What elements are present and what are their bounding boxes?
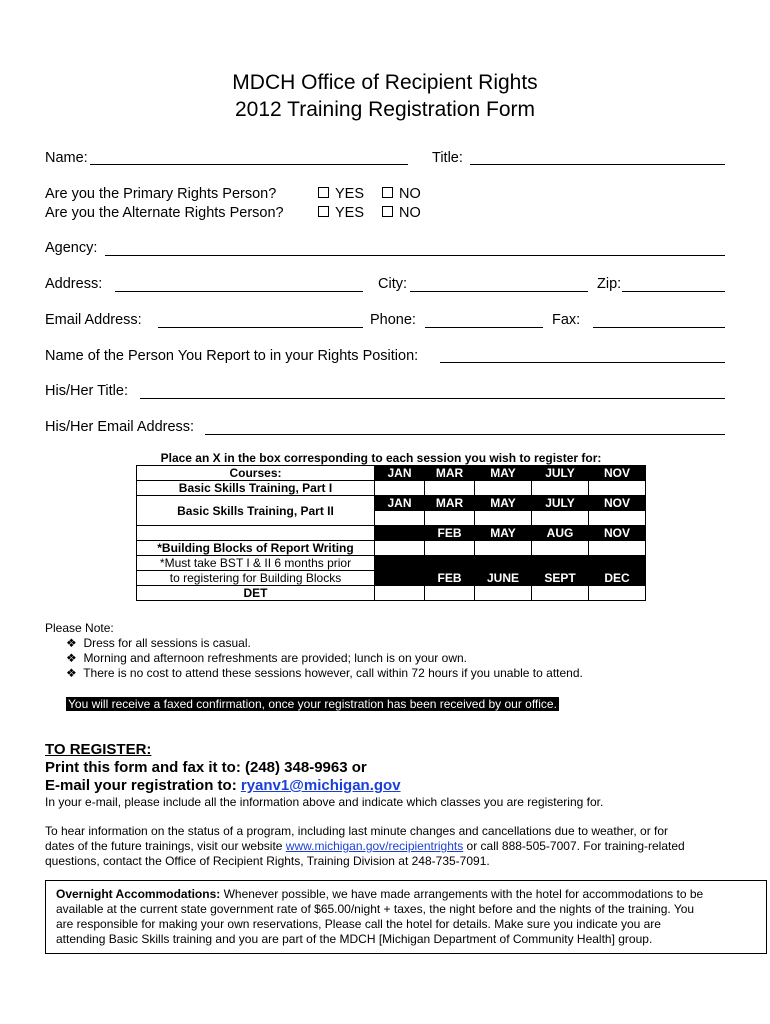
address-label: Address: <box>45 276 103 292</box>
month-cell[interactable]: JAN <box>375 466 425 481</box>
table-row <box>137 541 646 556</box>
fax-label: Fax: <box>552 312 581 328</box>
session-table <box>136 465 646 601</box>
session-box[interactable] <box>425 541 475 556</box>
alternate-no-option[interactable] <box>382 205 421 221</box>
month-cell[interactable]: MAY <box>475 496 532 511</box>
email-link[interactable]: ryanv1@michigan.gov <box>240 777 401 794</box>
session-box[interactable] <box>425 586 475 601</box>
month-cell[interactable]: JULY <box>532 466 589 481</box>
session-box[interactable] <box>532 541 589 556</box>
phone-field[interactable] <box>425 327 543 328</box>
session-box[interactable] <box>375 541 425 556</box>
overnight-line-3: are responsible for making your own reservations, Please call the hotel for details. Make sure you indicate you are <box>56 917 661 931</box>
agency-field[interactable] <box>105 255 725 256</box>
session-box[interactable] <box>475 586 532 601</box>
month-cell[interactable]: JUNE <box>475 571 532 586</box>
courses-header: Courses: <box>137 466 375 481</box>
session-box[interactable] <box>589 511 646 526</box>
register-heading: TO REGISTER: <box>45 741 152 758</box>
city-label: City: <box>378 276 407 292</box>
zip-field[interactable] <box>622 291 725 292</box>
note-text: There is no cost to attend these sessions however, call within 72 hours if you unable to attend. <box>83 666 583 680</box>
empty-dark-cell <box>375 556 425 571</box>
overnight-label: Overnight Accommodations: <box>56 887 221 901</box>
primary-yes-option[interactable] <box>318 186 364 202</box>
info-suffix: or call 888-505-7007. For training-related <box>463 839 685 853</box>
name-field[interactable] <box>90 164 408 165</box>
month-cell[interactable]: FEB <box>425 526 475 541</box>
table-row <box>137 526 646 541</box>
course-basic-2: Basic Skills Training, Part II <box>137 496 375 526</box>
month-cell[interactable]: FEB <box>425 571 475 586</box>
overnight-line-4: attending Basic Skills training and you are part of the MDCH [Michigan Department of Community Health] group. <box>56 932 653 946</box>
table-row <box>137 556 646 571</box>
name-label: Name: <box>45 150 88 166</box>
yes-label: YES <box>335 186 365 202</box>
session-box[interactable] <box>532 511 589 526</box>
email-detail: In your e-mail, please include all the information above and indicate which classes you are registering for. <box>45 795 604 809</box>
report-to-label: Name of the Person You Report to in your Rights Position: <box>45 348 419 364</box>
session-box[interactable] <box>375 511 425 526</box>
email-field[interactable] <box>158 327 363 328</box>
website-link[interactable]: www.michigan.gov/recipientrights <box>285 839 464 853</box>
form-subtitle: 2012 Training Registration Form <box>235 98 535 121</box>
checkbox-icon[interactable] <box>382 187 393 198</box>
banner-text: You will receive a faxed confirmation, once your registration has been received by our office. <box>68 697 557 711</box>
his-email-field[interactable] <box>205 434 725 435</box>
prerequisite-note-2: to registering for Building Blocks <box>137 571 375 586</box>
session-box[interactable] <box>589 541 646 556</box>
empty-dark-cell <box>375 526 425 541</box>
fax-field[interactable] <box>593 327 725 328</box>
no-label: NO <box>399 186 421 202</box>
month-cell[interactable]: SEPT <box>532 571 589 586</box>
form-title: MDCH Office of Recipient Rights <box>232 71 538 94</box>
his-title-field[interactable] <box>140 398 725 399</box>
info-line-1: To hear information on the status of a program, including last minute changes and cancellations due to weather, or for <box>45 824 669 838</box>
table-row <box>137 571 646 586</box>
report-to-field[interactable] <box>440 362 725 363</box>
session-box[interactable] <box>532 586 589 601</box>
overnight-box <box>45 880 767 954</box>
session-box[interactable] <box>475 511 532 526</box>
month-cell[interactable]: NOV <box>589 466 646 481</box>
diamond-bullet-icon: ❖ <box>66 651 77 665</box>
alternate-question: Are you the Alternate Rights Person? <box>45 205 284 221</box>
month-cell[interactable]: JAN <box>375 496 425 511</box>
info-line-2 <box>45 839 685 854</box>
note-text: Morning and afternoon refreshments are provided; lunch is on your own. <box>83 651 467 665</box>
month-cell[interactable]: DEC <box>589 571 646 586</box>
email-prefix: E-mail your registration to: <box>45 777 241 794</box>
session-box[interactable] <box>589 481 646 496</box>
list-item <box>66 666 583 681</box>
title-field[interactable] <box>470 164 725 165</box>
table-row <box>137 481 646 496</box>
session-box[interactable] <box>475 541 532 556</box>
overnight-text: Whenever possible, we have made arrangements with the hotel for accommodations to be <box>220 887 704 901</box>
checkbox-icon[interactable] <box>382 206 393 217</box>
table-row <box>137 496 646 511</box>
primary-no-option[interactable] <box>382 186 421 202</box>
prerequisite-note: *Must take BST I & II 6 months prior <box>137 556 375 571</box>
session-box[interactable] <box>532 481 589 496</box>
his-title-label: His/Her Title: <box>45 383 128 399</box>
zip-label: Zip: <box>597 276 622 292</box>
checkbox-icon[interactable] <box>318 206 329 217</box>
checkbox-icon[interactable] <box>318 187 329 198</box>
phone-label: Phone: <box>370 312 416 328</box>
city-field[interactable] <box>410 291 588 292</box>
alternate-yes-option[interactable] <box>318 205 364 221</box>
session-instruction: Place an X in the box corresponding to each session you wish to register for: <box>160 451 602 465</box>
session-box[interactable] <box>425 511 475 526</box>
month-cell[interactable]: MAY <box>475 466 532 481</box>
primary-question: Are you the Primary Rights Person? <box>45 186 277 202</box>
session-box[interactable] <box>475 481 532 496</box>
session-box[interactable] <box>375 586 425 601</box>
agency-label: Agency: <box>45 240 98 256</box>
address-field[interactable] <box>115 291 363 292</box>
month-cell[interactable]: JULY <box>532 496 589 511</box>
overnight-line-2: available at the current state government rate of $65.00/night + taxes, the night before and the nights of the training. You <box>56 902 695 916</box>
note-text: Dress for all sessions is casual. <box>83 636 251 650</box>
list-item <box>66 636 251 651</box>
list-item <box>66 651 467 666</box>
empty-dark-cell <box>532 556 589 571</box>
table-row <box>137 466 646 481</box>
overnight-line-1 <box>56 887 756 902</box>
his-email-label: His/Her Email Address: <box>45 419 195 435</box>
diamond-bullet-icon: ❖ <box>66 666 77 680</box>
empty-dark-cell <box>425 556 475 571</box>
email-instruction <box>45 777 401 795</box>
empty-dark-cell <box>375 571 425 586</box>
course-basic-1: Basic Skills Training, Part I <box>137 481 375 496</box>
empty-dark-cell <box>589 556 646 571</box>
month-cell[interactable]: NOV <box>589 496 646 511</box>
month-cell[interactable]: MAR <box>425 466 475 481</box>
table-row <box>137 586 646 601</box>
course-building-blocks: *Building Blocks of Report Writing <box>137 541 375 556</box>
fax-instruction: Print this form and fax it to: (248) 348-9963 or <box>45 759 367 776</box>
empty-dark-cell <box>475 556 532 571</box>
info-prefix: dates of the future trainings, visit our website <box>45 839 286 853</box>
month-cell[interactable]: AUG <box>532 526 589 541</box>
diamond-bullet-icon: ❖ <box>66 636 77 650</box>
spacer-cell <box>137 526 375 541</box>
info-line-3: questions, contact the Office of Recipient Rights, Training Division at 248-735-7091. <box>45 854 490 868</box>
month-cell[interactable]: MAY <box>475 526 532 541</box>
session-box[interactable] <box>375 481 425 496</box>
month-cell[interactable]: MAR <box>425 496 475 511</box>
title-label: Title: <box>432 150 463 166</box>
det-location: DET <box>137 586 375 601</box>
yes-label: YES <box>335 205 365 221</box>
notes-heading: Please Note: <box>45 621 114 635</box>
session-box[interactable] <box>425 481 475 496</box>
email-label: Email Address: <box>45 312 142 328</box>
session-box[interactable] <box>589 586 646 601</box>
month-cell[interactable]: NOV <box>589 526 646 541</box>
no-label: NO <box>399 205 421 221</box>
confirmation-banner <box>66 695 559 713</box>
